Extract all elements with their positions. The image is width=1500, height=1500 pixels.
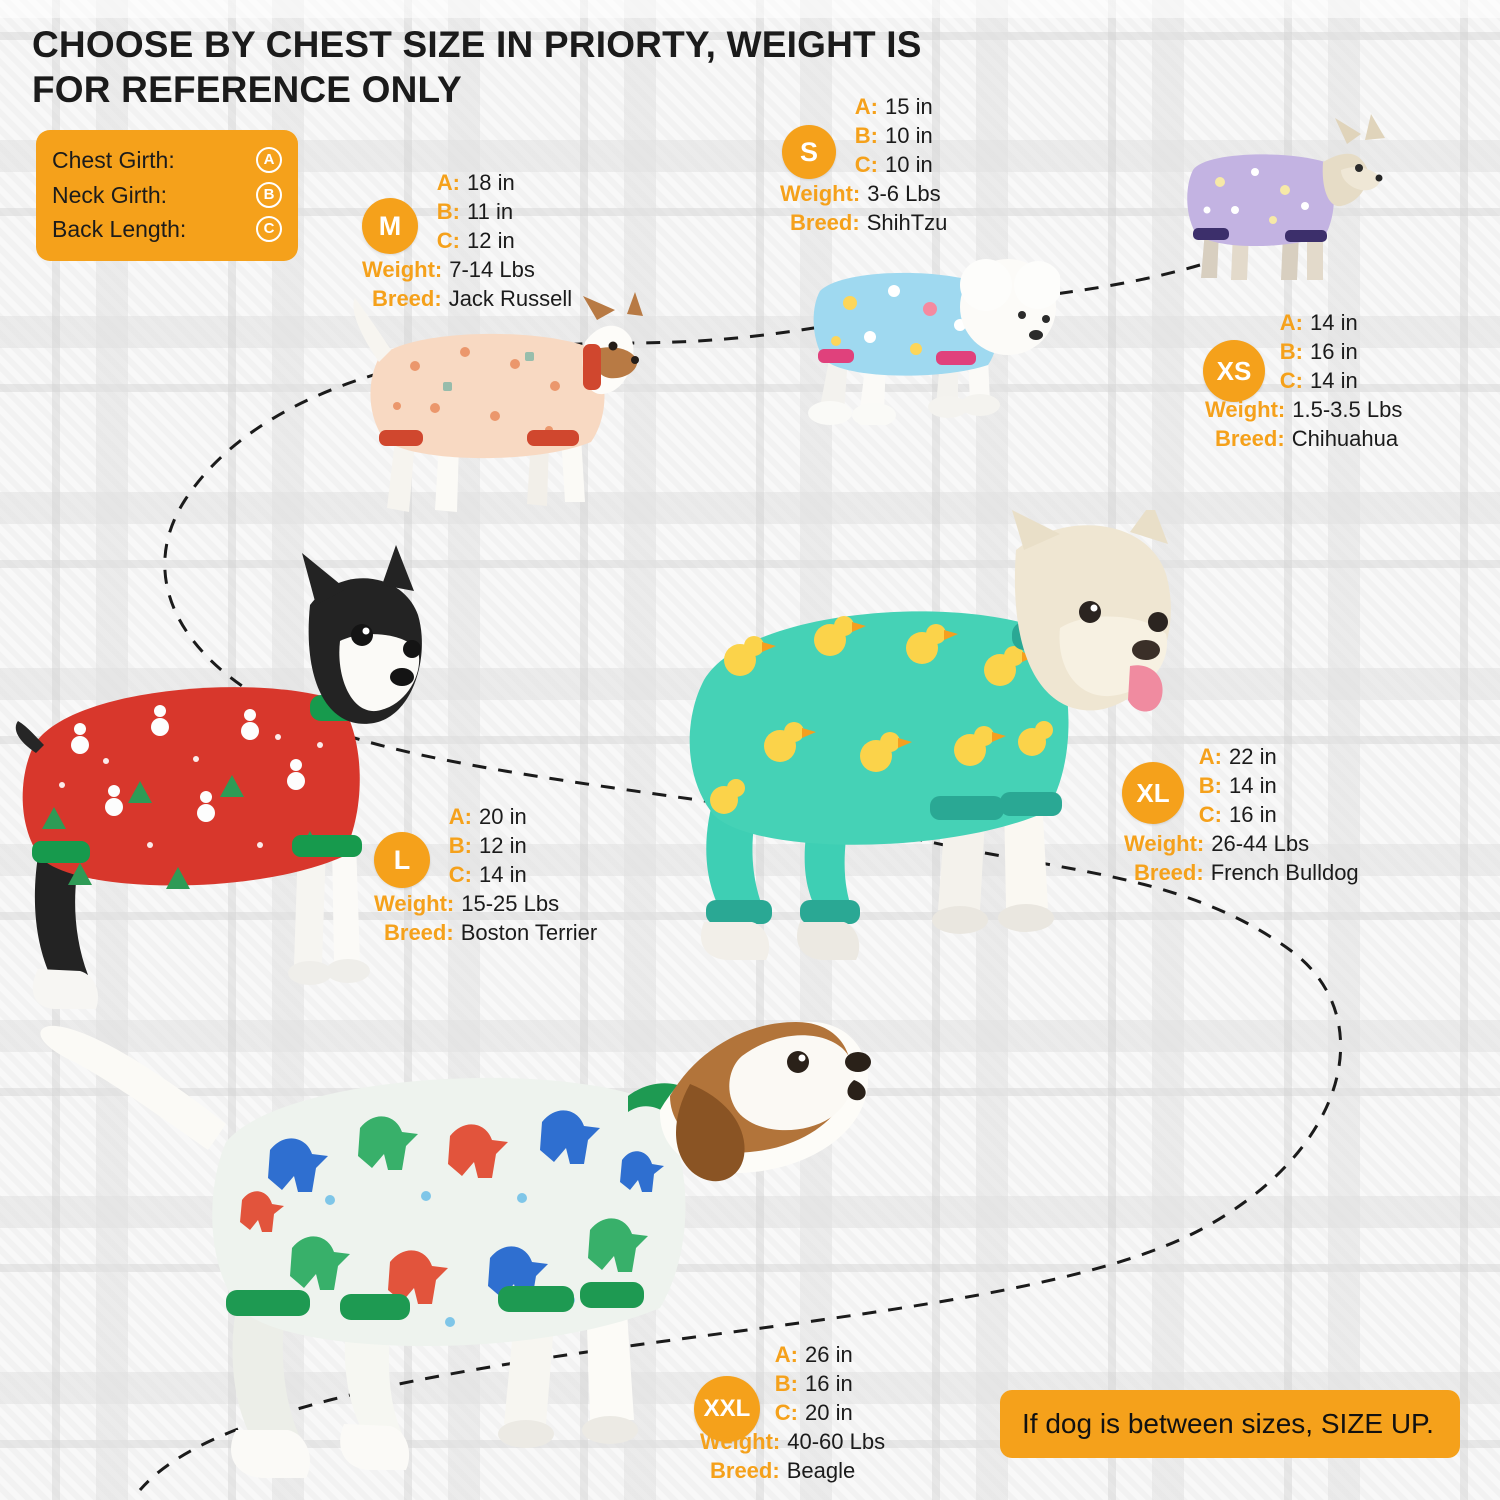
dog-illustration-xl [660, 510, 1200, 980]
label-c: C: [448, 862, 472, 888]
marker-a-icon: A [256, 147, 282, 173]
value-c: 16 in [1229, 802, 1277, 828]
label-breed: Breed: [384, 920, 454, 946]
label-breed: Breed: [372, 286, 442, 312]
value-b: 10 in [885, 123, 933, 149]
label-weight: Weight: [362, 257, 443, 283]
label-c: C: [854, 152, 878, 178]
label-b: B: [1198, 773, 1222, 799]
size-badge-l: L [374, 832, 430, 888]
legend-box [36, 130, 298, 261]
value-a: 14 in [1310, 310, 1358, 335]
dog-illustration-s [790, 245, 1060, 425]
value-a: 26 in [805, 1342, 853, 1367]
label-a: A: [774, 1342, 798, 1367]
label-a: A: [448, 804, 472, 829]
value-breed: Beagle [786, 1458, 856, 1484]
label-a: A: [854, 94, 878, 119]
label-b: B: [854, 123, 878, 149]
label-weight: Weight: [780, 181, 861, 207]
value-weight: 3-6 Lbs [867, 181, 941, 207]
spec-block-l [374, 802, 598, 947]
dog-illustration-m [335, 290, 645, 530]
value-c: 14 in [479, 862, 527, 888]
size-badge-m: M [362, 198, 418, 254]
value-b: 16 in [1310, 339, 1358, 365]
spec-block-m [362, 168, 573, 313]
dog-illustration-xs [1165, 110, 1405, 300]
value-b: 14 in [1229, 773, 1277, 799]
value-breed: French Bulldog [1210, 860, 1359, 886]
legend-label: Chest Girth: [52, 147, 175, 173]
label-breed: Breed: [1215, 426, 1285, 452]
label-c: C: [436, 228, 460, 254]
value-breed: Boston Terrier [460, 920, 598, 946]
label-b: B: [1279, 339, 1303, 365]
label-a: A: [1279, 310, 1303, 335]
legend-row [52, 178, 282, 213]
value-c: 20 in [805, 1400, 853, 1426]
value-b: 11 in [467, 199, 514, 225]
label-weight: Weight: [374, 891, 455, 917]
legend-label: Back Length: [52, 216, 187, 242]
marker-c-icon: C [256, 216, 282, 242]
size-badge-xxl: XXL [694, 1376, 760, 1442]
value-breed: Jack Russell [448, 286, 573, 312]
value-breed: Chihuahua [1291, 426, 1399, 452]
value-c: 12 in [467, 228, 515, 254]
value-a: 18 in [467, 170, 515, 195]
size-badge-xs: XS [1203, 340, 1265, 402]
label-breed: Breed: [710, 1458, 780, 1484]
dog-illustration-l [10, 545, 430, 1025]
size-badge-xl: XL [1122, 762, 1184, 824]
legend-label: Neck Girth: [52, 181, 168, 208]
label-b: B: [774, 1371, 798, 1397]
page-title: CHOOSE BY CHEST SIZE IN PRIORTY, WEIGHT IS FOR REFERENCE ONLY [32, 24, 922, 111]
value-b: 16 in [805, 1371, 853, 1397]
value-c: 14 in [1310, 368, 1358, 394]
label-weight: Weight: [700, 1429, 781, 1455]
value-weight: 7-14 Lbs [449, 257, 535, 283]
dog-illustration-xxl [30, 1000, 890, 1500]
value-weight: 1.5-3.5 Lbs [1292, 397, 1403, 423]
spec-block-s [780, 92, 948, 237]
label-c: C: [1198, 802, 1222, 828]
label-a: A: [1198, 744, 1222, 769]
label-b: B: [448, 833, 472, 859]
label-breed: Breed: [1134, 860, 1204, 886]
legend-row [52, 212, 282, 247]
value-b: 12 in [479, 833, 527, 859]
value-weight: 40-60 Lbs [787, 1429, 886, 1455]
size-up-note: If dog is between sizes, SIZE UP. [1000, 1390, 1460, 1458]
value-a: 20 in [479, 804, 527, 829]
value-a: 22 in [1229, 744, 1277, 769]
value-c: 10 in [885, 152, 933, 178]
marker-b-icon: B [256, 182, 282, 208]
value-a: 15 in [885, 94, 933, 119]
label-a: A: [436, 170, 460, 195]
label-c: C: [1279, 368, 1303, 394]
background-highlight [0, 0, 1500, 18]
label-c: C: [774, 1400, 798, 1426]
legend-row [52, 143, 282, 178]
value-breed: ShihTzu [866, 210, 948, 236]
label-weight: Weight: [1124, 831, 1205, 857]
label-weight: Weight: [1205, 397, 1286, 423]
size-badge-s: S [782, 125, 836, 179]
value-weight: 15-25 Lbs [461, 891, 560, 917]
label-breed: Breed: [790, 210, 860, 236]
value-weight: 26-44 Lbs [1211, 831, 1310, 857]
label-b: B: [436, 199, 460, 225]
